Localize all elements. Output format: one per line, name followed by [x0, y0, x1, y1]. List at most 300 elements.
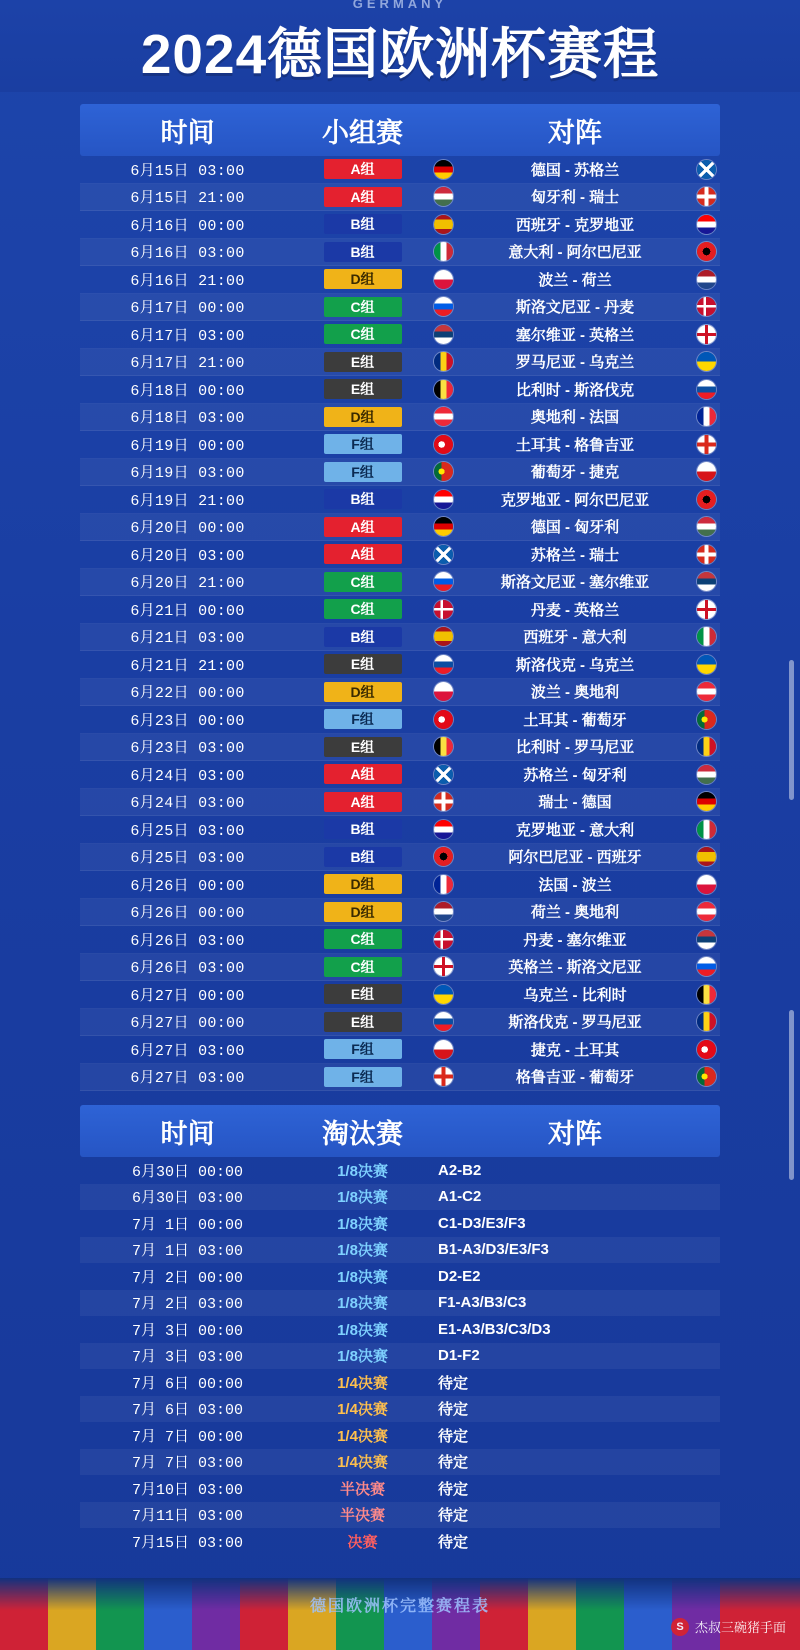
- group-cell: [295, 819, 430, 839]
- match-teams: 克罗地亚 - 阿尔巴尼亚: [500, 491, 650, 509]
- group-badge: E组: [324, 737, 402, 757]
- match-time: 6月16日 03:00: [130, 245, 245, 263]
- table-row[interactable]: [80, 706, 720, 734]
- flag-icon-be: [434, 380, 453, 399]
- match-teams: 斯洛伐克 - 罗马尼亚: [508, 1014, 642, 1032]
- table-row[interactable]: [80, 926, 720, 954]
- group-cell: [295, 682, 430, 702]
- flag-icon-al: [434, 847, 453, 866]
- match-teams: 西班牙 - 意大利: [523, 629, 627, 647]
- knockout-table: [80, 1105, 720, 1555]
- flag-icon-at: [434, 407, 453, 426]
- match-cell: [430, 1039, 720, 1060]
- match-time: 7月 6日 00:00: [131, 1375, 243, 1393]
- flag-icon-ro: [697, 737, 716, 756]
- flag-icon-dk: [434, 600, 453, 619]
- group-badge: A组: [324, 187, 402, 207]
- match-cell: [430, 351, 720, 372]
- group-cell: [295, 544, 430, 564]
- group-cell: [295, 1039, 430, 1059]
- match-time: 6月23日 03:00: [130, 740, 245, 758]
- flag-icon-hu: [434, 187, 453, 206]
- group-badge: F组: [324, 462, 402, 482]
- group-cell: [295, 627, 430, 647]
- flag-icon-dk: [434, 930, 453, 949]
- group-cell: [295, 434, 430, 454]
- match-time: 6月20日 21:00: [130, 575, 245, 593]
- table-row[interactable]: [80, 1343, 720, 1370]
- table-row[interactable]: [80, 679, 720, 707]
- group-badge: A组: [324, 517, 402, 537]
- flag-icon-tr: [697, 1040, 716, 1059]
- knockout-header-row: [80, 1105, 720, 1157]
- flag-icon-ua: [697, 352, 716, 371]
- page-title: 2024德国欧洲杯赛程: [140, 22, 660, 85]
- flag-icon-it: [697, 820, 716, 839]
- match-teams: 苏格兰 - 匈牙利: [523, 766, 627, 784]
- match-time: 6月21日 00:00: [130, 602, 245, 620]
- knockout-stage-label: 半决赛: [339, 1507, 385, 1525]
- group-cell: [295, 1012, 430, 1032]
- table-row[interactable]: [80, 651, 720, 679]
- group-badge: D组: [324, 682, 402, 702]
- flag-icon-ch: [697, 545, 716, 564]
- group-header-match: 对阵: [548, 117, 602, 148]
- group-cell: [295, 792, 430, 812]
- group-badge: D组: [324, 269, 402, 289]
- match-teams: 斯洛伐克 - 乌克兰: [515, 656, 635, 674]
- match-time: 7月 7日 03:00: [131, 1455, 243, 1473]
- table-row[interactable]: [80, 761, 720, 789]
- table-row[interactable]: [80, 1263, 720, 1290]
- match-cell: [430, 929, 720, 950]
- group-badge: E组: [324, 1012, 402, 1032]
- match-time: 6月21日 03:00: [130, 630, 245, 648]
- match-cell: [430, 406, 720, 427]
- match-time: 6月30日 03:00: [131, 1190, 243, 1208]
- match-teams: 意大利 - 阿尔巴尼亚: [508, 244, 642, 262]
- flag-icon-pt: [434, 462, 453, 481]
- group-badge: F组: [324, 1039, 402, 1059]
- group-badge: D组: [324, 407, 402, 427]
- knockout-stage-label: 1/4决赛: [337, 1374, 388, 1392]
- table-row[interactable]: [80, 211, 720, 239]
- knockout-header-match: 对阵: [548, 1118, 602, 1149]
- match-time: 7月 2日 00:00: [131, 1269, 243, 1287]
- flag-icon-ch: [697, 187, 716, 206]
- table-row[interactable]: [80, 596, 720, 624]
- group-cell: [295, 462, 430, 482]
- match-cell: [430, 186, 720, 207]
- table-row[interactable]: [80, 1290, 720, 1317]
- table-row[interactable]: [80, 569, 720, 597]
- group-badge: E组: [324, 379, 402, 399]
- match-teams: 西班牙 - 克罗地亚: [515, 216, 635, 234]
- match-teams: 丹麦 - 英格兰: [530, 601, 620, 619]
- group-badge: C组: [324, 929, 402, 949]
- table-row[interactable]: [80, 321, 720, 349]
- table-row[interactable]: [80, 266, 720, 294]
- match-cell: [430, 544, 720, 565]
- poster-header: [0, 0, 800, 92]
- match-teams: 匈牙利 - 瑞士: [530, 189, 620, 207]
- match-teams: 葡萄牙 - 捷克: [530, 464, 620, 482]
- flag-icon-fr: [697, 407, 716, 426]
- group-cell: [295, 517, 430, 537]
- table-row[interactable]: [80, 376, 720, 404]
- group-badge: E组: [324, 654, 402, 674]
- match-teams: 土耳其 - 格鲁吉亚: [515, 436, 635, 454]
- group-badge: C组: [324, 572, 402, 592]
- group-badge: A组: [324, 792, 402, 812]
- flag-icon-es: [697, 847, 716, 866]
- knockout-stage-label: 1/8决赛: [337, 1189, 388, 1207]
- match-teams: 波兰 - 荷兰: [538, 271, 612, 289]
- match-time: 6月30日 00:00: [131, 1163, 243, 1181]
- table-row[interactable]: [80, 1009, 720, 1037]
- match-time: 6月20日 00:00: [130, 520, 245, 538]
- flag-icon-ch: [434, 792, 453, 811]
- table-row[interactable]: [80, 1528, 720, 1555]
- match-cell: [430, 324, 720, 345]
- knockout-matchup: 待定: [438, 1533, 469, 1551]
- match-time: 7月 1日 00:00: [131, 1216, 243, 1234]
- match-teams: 荷兰 - 奥地利: [530, 904, 620, 922]
- match-cell: [430, 956, 720, 977]
- match-time: 7月 7日 00:00: [131, 1428, 243, 1446]
- group-badge: B组: [324, 489, 402, 509]
- table-row[interactable]: [80, 1237, 720, 1264]
- group-cell: [295, 489, 430, 509]
- group-badge: B组: [324, 627, 402, 647]
- flag-icon-pt: [697, 710, 716, 729]
- group-badge: F组: [324, 1067, 402, 1087]
- match-time: 6月27日 00:00: [130, 1015, 245, 1033]
- match-teams: 阿尔巴尼亚 - 西班牙: [508, 849, 642, 867]
- watermark-label: 杰叔三碗猪手面: [694, 1620, 786, 1635]
- flag-icon-nl: [434, 902, 453, 921]
- match-time: 7月 1日 03:00: [131, 1243, 243, 1261]
- flag-icon-rs: [697, 930, 716, 949]
- match-time: 7月10日 03:00: [131, 1481, 243, 1499]
- match-cell: [430, 819, 720, 840]
- flag-icon-tr: [434, 435, 453, 454]
- match-teams: 克罗地亚 - 意大利: [515, 821, 635, 839]
- table-row[interactable]: [80, 239, 720, 267]
- match-time: 6月19日 03:00: [130, 465, 245, 483]
- knockout-matchup: F1-A3/B3/C3: [438, 1294, 527, 1312]
- table-row[interactable]: [80, 871, 720, 899]
- flag-icon-de: [434, 160, 453, 179]
- knockout-stage-label: 1/8决赛: [337, 1215, 388, 1233]
- table-row[interactable]: [80, 1316, 720, 1343]
- match-time: 7月 2日 03:00: [131, 1296, 243, 1314]
- flag-icon-es: [434, 627, 453, 646]
- knockout-header-time: 时间: [160, 1118, 215, 1149]
- match-time: 6月26日 00:00: [130, 905, 245, 923]
- match-cell: [430, 709, 720, 730]
- match-time: 7月 3日 00:00: [131, 1322, 243, 1340]
- flag-icon-al: [697, 242, 716, 261]
- table-row[interactable]: [80, 294, 720, 322]
- table-row[interactable]: [80, 404, 720, 432]
- match-cell: [430, 241, 720, 262]
- scrollbar-thumb-lower[interactable]: [789, 1010, 794, 1180]
- match-cell: [430, 1011, 720, 1032]
- group-cell: [295, 269, 430, 289]
- match-cell: [430, 791, 720, 812]
- flag-icon-hr: [697, 215, 716, 234]
- match-cell: [430, 296, 720, 317]
- group-badge: F组: [324, 709, 402, 729]
- group-badge: C组: [324, 957, 402, 977]
- group-badge: E组: [324, 984, 402, 1004]
- group-badge: B组: [324, 847, 402, 867]
- knockout-stage-label: 决赛: [347, 1533, 378, 1551]
- match-teams: 土耳其 - 葡萄牙: [523, 711, 627, 729]
- flag-icon-en: [697, 600, 716, 619]
- flag-icon-ro: [434, 352, 453, 371]
- group-cell: [295, 929, 430, 949]
- flag-icon-sc: [434, 765, 453, 784]
- group-badge: C组: [324, 324, 402, 344]
- table-row[interactable]: [80, 156, 720, 184]
- match-time: 6月26日 03:00: [130, 932, 245, 950]
- match-time: 6月20日 03:00: [130, 547, 245, 565]
- table-row[interactable]: [80, 1210, 720, 1237]
- match-time: 6月15日 03:00: [130, 162, 245, 180]
- flag-icon-si: [434, 572, 453, 591]
- table-row[interactable]: [80, 459, 720, 487]
- flag-icon-ro: [697, 1012, 716, 1031]
- match-cell: [430, 379, 720, 400]
- table-row[interactable]: [80, 954, 720, 982]
- table-row[interactable]: [80, 1449, 720, 1476]
- match-cell: [430, 214, 720, 235]
- group-cell: [295, 187, 430, 207]
- group-cell: [295, 847, 430, 867]
- flag-icon-de: [434, 517, 453, 536]
- flag-icon-sk: [434, 655, 453, 674]
- table-row[interactable]: [80, 1475, 720, 1502]
- group-badge: D组: [324, 874, 402, 894]
- table-row[interactable]: [80, 1396, 720, 1423]
- flag-icon-be: [697, 985, 716, 1004]
- match-teams: 格鲁吉亚 - 葡萄牙: [515, 1069, 635, 1087]
- match-teams: 波兰 - 奥地利: [530, 684, 620, 702]
- flag-icon-sk: [434, 1012, 453, 1031]
- group-badge: B组: [324, 214, 402, 234]
- knockout-matchup: B1-A3/D3/E3/F3: [438, 1241, 549, 1259]
- match-teams: 斯洛文尼亚 - 塞尔维亚: [500, 574, 650, 592]
- group-badge: C组: [324, 599, 402, 619]
- group-stage-table: [80, 104, 720, 1091]
- flag-icon-tr: [434, 710, 453, 729]
- table-row[interactable]: [80, 184, 720, 212]
- table-row[interactable]: [80, 1184, 720, 1211]
- knockout-matchup: 待定: [438, 1374, 469, 1392]
- group-stage-rows: [80, 156, 720, 1091]
- knockout-stage-label: 1/8决赛: [337, 1321, 388, 1339]
- group-badge: B组: [324, 819, 402, 839]
- match-time: 6月23日 00:00: [130, 712, 245, 730]
- scrollbar-thumb-upper[interactable]: [789, 660, 794, 800]
- weibo-icon: S: [671, 1618, 689, 1636]
- match-time: 6月24日 03:00: [130, 795, 245, 813]
- flag-icon-pt: [697, 1067, 716, 1086]
- match-teams: 比利时 - 斯洛伐克: [515, 381, 635, 399]
- table-row[interactable]: [80, 1422, 720, 1449]
- match-time: 6月24日 03:00: [130, 767, 245, 785]
- knockout-stage-label: 1/4决赛: [337, 1427, 388, 1445]
- group-badge: F组: [324, 434, 402, 454]
- group-cell: [295, 984, 430, 1004]
- flag-icon-si: [697, 957, 716, 976]
- flag-icon-ge: [697, 435, 716, 454]
- flag-icon-ge: [434, 1067, 453, 1086]
- match-time: 6月17日 03:00: [130, 327, 245, 345]
- table-row[interactable]: [80, 514, 720, 542]
- match-cell: [430, 764, 720, 785]
- table-row[interactable]: [80, 1369, 720, 1396]
- knockout-header-stage: 淘汰赛: [322, 1118, 403, 1149]
- knockout-rows: [80, 1157, 720, 1555]
- match-cell: [430, 654, 720, 675]
- match-cell: [430, 159, 720, 180]
- flag-icon-at: [697, 902, 716, 921]
- knockout-matchup: 待定: [438, 1427, 469, 1445]
- match-teams: 斯洛文尼亚 - 丹麦: [515, 299, 635, 317]
- match-teams: 奥地利 - 法国: [530, 409, 620, 427]
- match-teams: 罗马尼亚 - 乌克兰: [515, 354, 635, 372]
- match-time: 6月27日 00:00: [130, 987, 245, 1005]
- knockout-stage-label: 1/4决赛: [337, 1454, 388, 1472]
- match-cell: [430, 736, 720, 757]
- table-row[interactable]: [80, 1157, 720, 1184]
- flag-icon-dk: [697, 297, 716, 316]
- match-cell: [430, 681, 720, 702]
- match-teams: 比利时 - 罗马尼亚: [515, 739, 635, 757]
- knockout-matchup: D1-F2: [438, 1347, 480, 1365]
- knockout-matchup: E1-A3/B3/C3/D3: [438, 1320, 551, 1338]
- match-teams: 瑞士 - 德国: [538, 794, 612, 812]
- group-cell: [295, 352, 430, 372]
- table-row[interactable]: [80, 844, 720, 872]
- match-time: 6月15日 21:00: [130, 190, 245, 208]
- match-time: 6月27日 03:00: [130, 1042, 245, 1060]
- flag-icon-pl: [434, 682, 453, 701]
- table-row[interactable]: [80, 789, 720, 817]
- table-row[interactable]: [80, 1036, 720, 1064]
- table-row[interactable]: [80, 1064, 720, 1092]
- group-cell: [295, 957, 430, 977]
- table-row[interactable]: [80, 349, 720, 377]
- match-time: 6月21日 21:00: [130, 657, 245, 675]
- table-row[interactable]: [80, 734, 720, 762]
- match-cell: [430, 1066, 720, 1087]
- group-cell: [295, 654, 430, 674]
- match-time: 6月16日 00:00: [130, 217, 245, 235]
- group-cell: [295, 737, 430, 757]
- match-cell: [430, 599, 720, 620]
- group-cell: [295, 324, 430, 344]
- match-teams: 乌克兰 - 比利时: [523, 986, 627, 1004]
- knockout-matchup: D2-E2: [438, 1267, 481, 1285]
- table-row[interactable]: [80, 1502, 720, 1529]
- flag-icon-en: [697, 325, 716, 344]
- flag-icon-rs: [434, 325, 453, 344]
- group-cell: [295, 159, 430, 179]
- group-cell: [295, 709, 430, 729]
- table-row[interactable]: [80, 981, 720, 1009]
- table-row[interactable]: [80, 486, 720, 514]
- group-header-stage: 小组赛: [322, 117, 403, 148]
- flag-icon-pl: [434, 270, 453, 289]
- flag-icon-ua: [697, 655, 716, 674]
- flag-icon-it: [434, 242, 453, 261]
- knockout-matchup: A1-C2: [438, 1188, 482, 1206]
- match-teams: 苏格兰 - 瑞士: [530, 546, 620, 564]
- flag-icon-pl: [697, 875, 716, 894]
- flag-icon-ua: [434, 985, 453, 1004]
- match-time: 7月15日 03:00: [131, 1534, 243, 1552]
- group-cell: [295, 874, 430, 894]
- table-row[interactable]: [80, 431, 720, 459]
- match-time: 6月26日 00:00: [130, 877, 245, 895]
- table-row[interactable]: [80, 816, 720, 844]
- germany-kicker: GERMANY: [352, 0, 448, 11]
- flag-icon-nl: [697, 270, 716, 289]
- match-time: 6月25日 03:00: [130, 850, 245, 868]
- match-cell: [430, 626, 720, 647]
- match-cell: [430, 461, 720, 482]
- group-badge: C组: [324, 297, 402, 317]
- knockout-stage-label: 1/8决赛: [337, 1242, 388, 1260]
- match-cell: [430, 846, 720, 867]
- knockout-matchup: A2-B2: [438, 1161, 482, 1179]
- knockout-stage-label: 1/8决赛: [337, 1295, 388, 1313]
- knockout-matchup: 待定: [438, 1507, 469, 1525]
- flag-icon-sc: [697, 160, 716, 179]
- flag-icon-fr: [434, 875, 453, 894]
- match-time: 7月11日 03:00: [131, 1508, 243, 1526]
- group-cell: [295, 902, 430, 922]
- match-time: 7月 6日 03:00: [131, 1402, 243, 1420]
- knockout-stage-label: 1/4决赛: [337, 1401, 388, 1419]
- table-row[interactable]: [80, 899, 720, 927]
- match-time: 6月18日 03:00: [130, 410, 245, 428]
- knockout-stage-label: 半决赛: [339, 1480, 385, 1498]
- knockout-stage-label: 1/8决赛: [337, 1348, 388, 1366]
- table-row[interactable]: [80, 624, 720, 652]
- table-row[interactable]: [80, 541, 720, 569]
- flag-icon-rs: [697, 572, 716, 591]
- match-time: 6月26日 03:00: [130, 960, 245, 978]
- flag-icon-be: [434, 737, 453, 756]
- flag-icon-hr: [434, 490, 453, 509]
- flag-icon-hu: [697, 765, 716, 784]
- match-time: 6月25日 03:00: [130, 822, 245, 840]
- match-cell: [430, 489, 720, 510]
- group-stage-header-row: [80, 104, 720, 156]
- flag-icon-hu: [697, 517, 716, 536]
- knockout-matchup: 待定: [438, 1454, 469, 1472]
- match-time: 6月18日 00:00: [130, 382, 245, 400]
- group-badge: E组: [324, 352, 402, 372]
- group-cell: [295, 572, 430, 592]
- match-teams: 法国 - 波兰: [538, 876, 612, 894]
- group-badge: B组: [324, 242, 402, 262]
